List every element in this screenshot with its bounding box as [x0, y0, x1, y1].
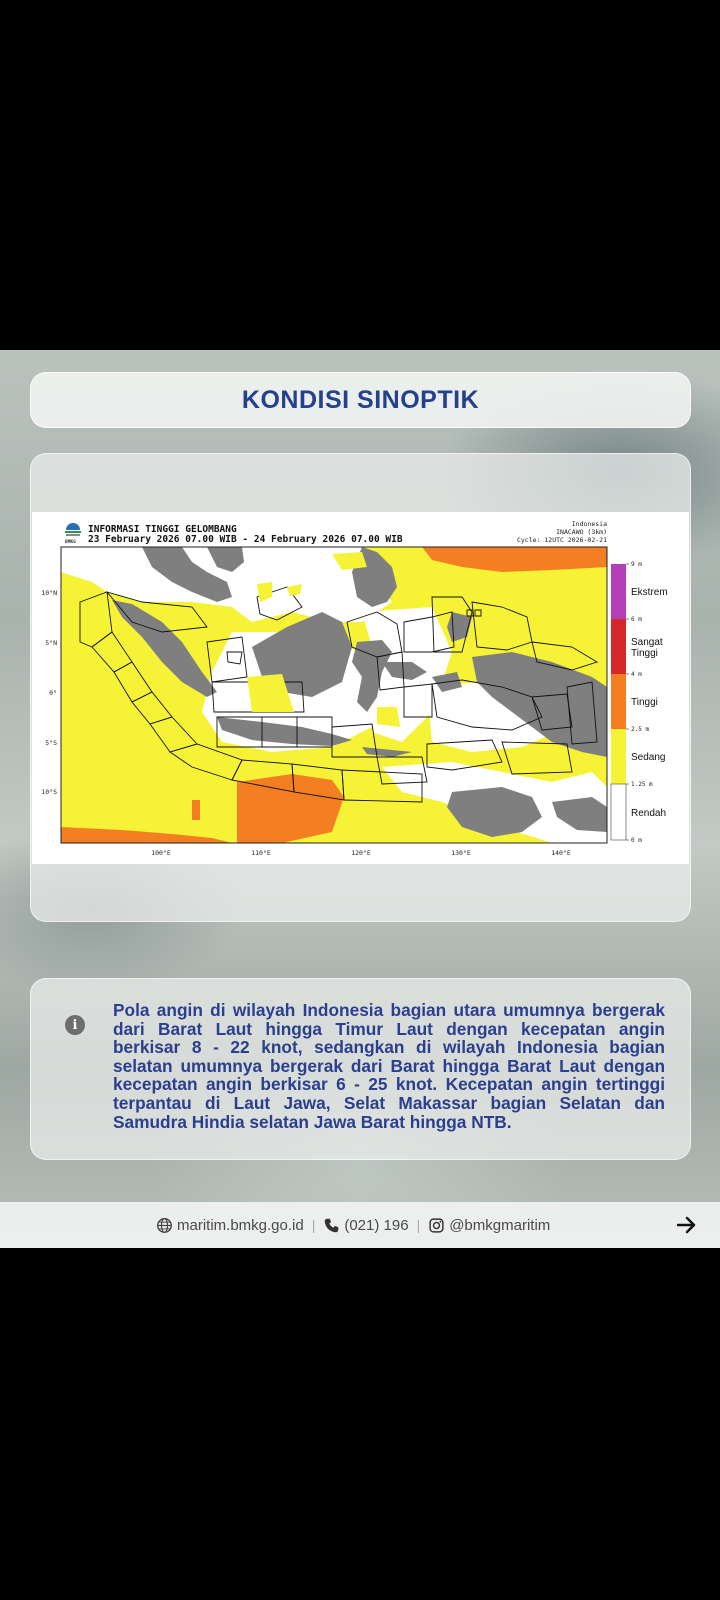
lon-label: 110°E: [251, 849, 271, 857]
title-bar: [30, 372, 691, 428]
synoptic-description: Pola angin di wilayah Indonesia bagian utara umumnya bergerak dari Barat Laut hingga Timur Laut dengan kecepatan angin berkisar 8 - 22 knot, sedangkan di wilayah Indonesia bagian selatan umumnya bergerak dari Barat hingga Barat Laut dengan kecepatan angin berkisar 6 - 25 knot. Kecepatan angin tertinggi terpantau di Laut Jawa, Selat Makassar bagian Selatan dan Samudra Hindia selatan Jawa Barat hingga NTB.: [113, 1000, 665, 1132]
legend-label-tinggi2: Tinggi: [631, 648, 658, 659]
instagram-text: @bmkgmaritim: [449, 1216, 551, 1234]
legend: [611, 561, 668, 844]
map-model: INACAWO (3km): [556, 528, 607, 536]
map-card: [30, 453, 691, 922]
lon-label: 140°E: [551, 849, 571, 857]
wave-height-map: [32, 512, 689, 864]
lat-label: 5°N: [45, 639, 57, 647]
arrow-right-icon: [677, 1216, 697, 1234]
latitude-labels: [41, 589, 57, 796]
footer-contacts: [156, 1202, 550, 1248]
page-title: KONDISI SINOPTIK: [241, 385, 480, 414]
next-arrow-button[interactable]: [674, 1212, 700, 1238]
lat-label: 5°S: [45, 739, 57, 747]
info-card: [30, 978, 691, 1160]
legend-tick: 6 m: [631, 616, 642, 623]
legend-label-sangat: Sangat: [631, 637, 663, 648]
legend-label-ekstrem: Ekstrem: [631, 587, 668, 598]
footer-website[interactable]: [156, 1217, 304, 1234]
website-text: maritim.bmkg.go.id: [177, 1216, 304, 1234]
footer-instagram[interactable]: [428, 1217, 550, 1234]
map-period: 23 February 2026 07.00 WIB - 24 February 2026 07.00 WIB: [88, 534, 403, 545]
lat-label: 0°: [49, 689, 57, 697]
legend-swatch-sangat-tinggi: [611, 619, 626, 674]
map-region: Indonesia: [571, 520, 607, 528]
legend-tick: 2.5 m: [631, 726, 650, 733]
legend-tick: 4 m: [631, 671, 642, 678]
phone-text: (021) 196: [344, 1216, 409, 1234]
map-title: INFORMASI TINGGI GELOMBANG: [88, 524, 237, 535]
map-area: [61, 547, 607, 843]
lon-label: 120°E: [351, 849, 371, 857]
legend-tick: 1.25 m: [631, 781, 653, 788]
info-icon: i: [65, 1015, 85, 1035]
legend-tick: 0 m: [631, 837, 642, 844]
footer-bar: [0, 1202, 720, 1248]
lat-label: 10°S: [41, 788, 57, 796]
globe-icon: [156, 1217, 173, 1234]
logo-text: BMKG: [65, 540, 76, 545]
longitude-labels: [151, 849, 571, 857]
legend-label-rendah: Rendah: [631, 808, 667, 819]
separator: |: [311, 1217, 316, 1233]
legend-label-tinggi: Tinggi: [631, 697, 658, 708]
footer-phone[interactable]: [323, 1217, 408, 1234]
map-cycle: Cycle: 12UTC 2026-02-21: [516, 536, 607, 544]
separator: |: [416, 1217, 421, 1233]
slide: [0, 350, 720, 1248]
lon-label: 130°E: [451, 849, 471, 857]
phone-icon: [323, 1217, 340, 1234]
legend-swatch-tinggi: [611, 674, 626, 729]
legend-label-sedang: Sedang: [631, 752, 666, 763]
legend-tick: 9 m: [631, 561, 642, 568]
legend-swatch-rendah: [611, 784, 626, 840]
legend-swatch-sedang: [611, 729, 626, 784]
lon-label: 100°E: [151, 849, 171, 857]
lat-label: 10°N: [41, 589, 57, 597]
wave-map-svg: [32, 512, 689, 864]
legend-swatch-ekstrem: [611, 564, 626, 619]
instagram-icon: [428, 1217, 445, 1234]
bmkg-logo: [65, 523, 81, 545]
